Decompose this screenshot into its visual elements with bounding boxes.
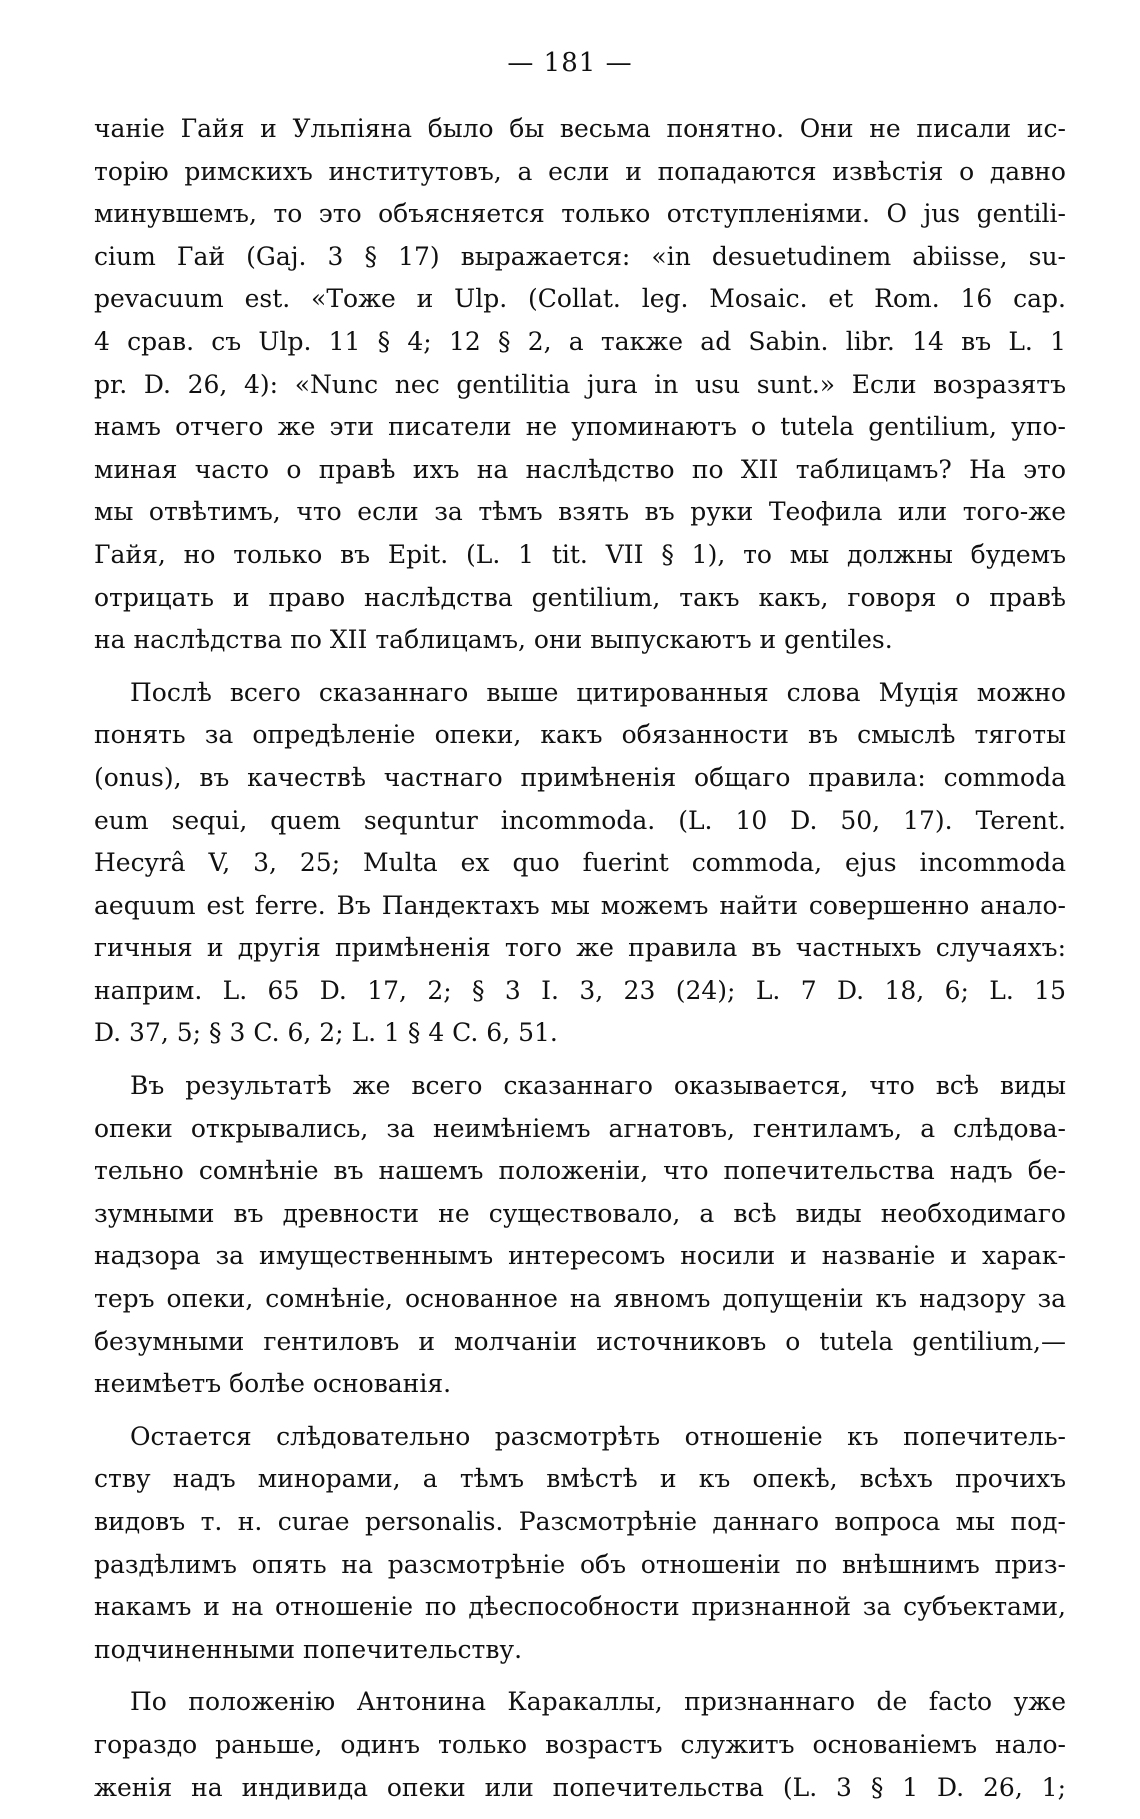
text-line: Hecyrâ V, 3, 25; Multa ex quo fuerint commoda, ejus incommoda — [94, 848, 1066, 878]
text-line: pevacuum est. «Тоже и Ulp. (Collat. leg. Mosaic. et Rom. 16 cap. — [94, 284, 1066, 314]
text-line: намъ отчего же эти писатели не упоминаютъ о tutela gentilium, упо- — [94, 412, 1066, 442]
text-line: видовъ т. н. curae personalis. Разсмотрѣніе даннаго вопроса мы под- — [94, 1507, 1066, 1536]
text-line: (onus), въ качествѣ частнаго примѣненія общаго правила: commoda — [94, 762, 1066, 792]
text-line: зумными въ древности не существовало, а всѣ виды необходимаго — [94, 1198, 1066, 1228]
text-line: на наслѣдства по XII таблицамъ, они выпускаютъ и gentiles. — [94, 625, 893, 655]
text-line: тельно сомнѣніе въ нашемъ положеніи, что попечительства надъ бе- — [94, 1156, 1066, 1186]
text-line: раздѣлимъ опять на разсмотрѣніе объ отношеніи по внѣшнимъ приз- — [94, 1549, 1066, 1579]
text-line: aequum est ferre. Въ Пандектахъ мы можемъ найти совершенно анало- — [94, 890, 1066, 920]
paragraph — [94, 108, 1066, 662]
text-line: женія на индивида опеки или попечительства (L. 3 § 1 D. 26, 1; — [94, 1772, 1066, 1802]
text-line: мы отвѣтимъ, что если за тѣмъ взять въ руки Теофила или того-же — [94, 497, 1066, 527]
text-line: ству надъ минорами, а тѣмъ вмѣстѣ и къ опекѣ, всѣхъ прочихъ — [94, 1464, 1066, 1494]
paragraph — [94, 672, 1066, 1055]
text-line: понять за опредѣленіе опеки, какъ обязанности въ смыслѣ тяготы — [94, 720, 1066, 750]
text-line: теръ опеки, сомнѣніе, основанное на явномъ допущеніи къ надзору за — [94, 1284, 1066, 1314]
paragraph — [94, 1681, 1066, 1809]
text-line: накамъ и на отношеніе по дѣеспособности признанной за субъектами, — [94, 1592, 1066, 1622]
page-number: — 181 — — [507, 48, 633, 78]
text-line: неимѣетъ болѣе основанія. — [94, 1369, 452, 1399]
text-line: D. 37, 5; § 3 C. 6, 2; L. 1 § 4 C. 6, 51. — [94, 1018, 558, 1048]
text-line: миная часто о правѣ ихъ на наслѣдство по XII таблицамъ? На это — [94, 454, 1066, 484]
text-line: eum sequi, quem sequntur incommoda. (L. 10 D. 50, 17). Terent. — [94, 805, 1066, 835]
text-line: отрицать и право наслѣдства gentilium, такъ какъ, говоря о правѣ — [94, 582, 1066, 612]
text-line: Послѣ всего сказаннаго выше цитированныя слова Муція можно — [130, 677, 1066, 707]
text-line: По положенію Антонина Каракаллы, признаннаго de facto уже — [130, 1687, 1066, 1717]
text-line: cium Гай (Gaj. 3 § 17) выражается: «in desuetudinem abiisse, su- — [94, 241, 1066, 271]
text-line: Остается слѣдовательно разсмотрѣть отношеніе къ попечитель- — [130, 1421, 1066, 1451]
text-body — [94, 108, 1066, 1819]
text-line: 4 срав. съ Ulp. 11 § 4; 12 § 2, а также ad Sabin. libr. 14 въ L. 1 — [94, 326, 1066, 356]
text-line: наприм. L. 65 D. 17, 2; § 3 I. 3, 23 (24); L. 7 D. 18, 6; L. 15 — [94, 975, 1066, 1005]
text-line: надзора за имущественнымъ интересомъ носили и названіе и харак- — [94, 1241, 1066, 1271]
text-line: Гайя, но только въ Epit. (L. 1 tit. VII § 1), то мы должны будемъ — [94, 539, 1066, 569]
text-line: pr. D. 26, 4): «Nunc nec gentilitia jura in usu sunt.» Если возразятъ — [94, 369, 1066, 399]
paragraph — [94, 1065, 1066, 1406]
text-line: безумными гентиловъ и молчаніи источниковъ о tutela gentilium,— — [94, 1326, 1066, 1356]
text-line: чаніе Гайя и Ульпіяна было бы весьма понятно. Они не писали ис- — [94, 114, 1066, 143]
text-line: опеки открывались, за неимѣніемъ агнатовъ, гентиламъ, а слѣдова- — [94, 1113, 1066, 1143]
text-line: минувшемъ, то это объясняется только отступленіями. О jus gentili- — [94, 199, 1066, 229]
paragraph — [94, 1416, 1066, 1672]
text-line: Въ результатѣ же всего сказаннаго оказывается, что всѣ виды — [130, 1071, 1066, 1101]
text-line: гораздо раньше, одинъ только возрастъ служитъ основаніемъ нало- — [94, 1729, 1066, 1759]
text-line: торію римскихъ институтовъ, а если и попадаются извѣстія о давно — [94, 156, 1066, 186]
text-line: гичныя и другія примѣненія того же правила въ частныхъ случаяхъ: — [94, 933, 1066, 963]
text-line: подчиненными попечительству. — [94, 1634, 523, 1664]
